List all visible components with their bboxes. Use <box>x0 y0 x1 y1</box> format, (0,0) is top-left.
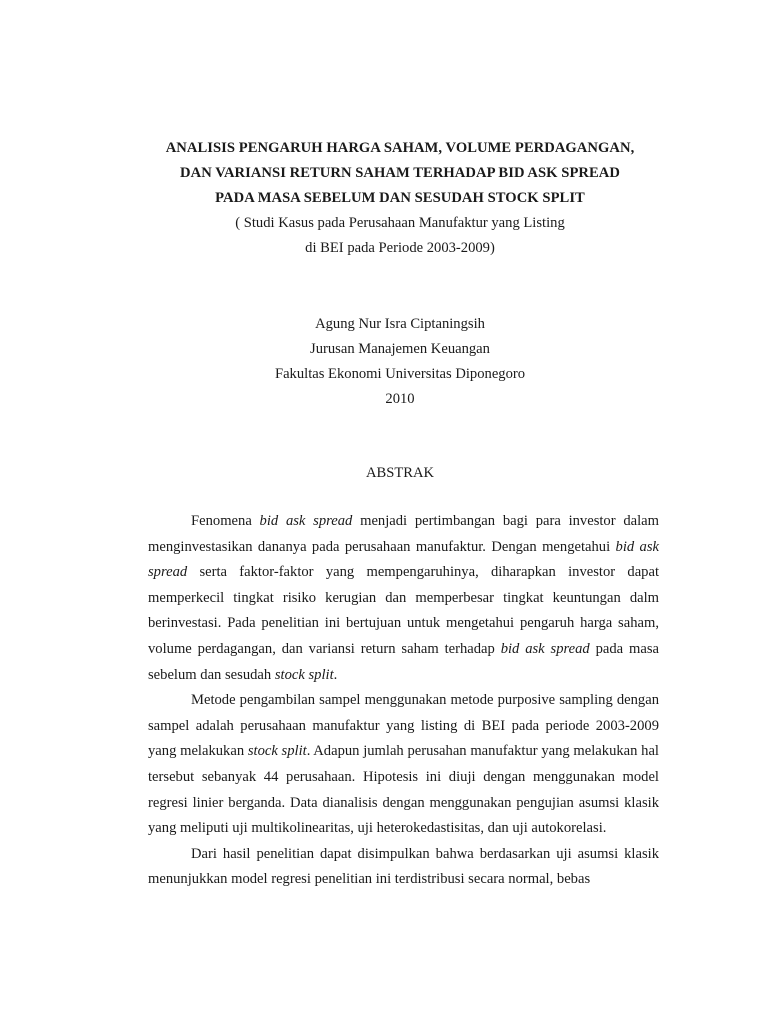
italic-term: stock split <box>274 666 334 683</box>
italic-term: bid ask spread <box>148 538 659 581</box>
text-run: Dari hasil penelitian dapat disimpulkan bahwa berdasarkan uji asumsi klasik menunjukkan model regresi penelitian ini terdistribusi secara normal, bebas <box>148 845 659 888</box>
title-line-3: PADA MASA SEBELUM DAN SESUDAH STOCK SPLIT <box>215 190 585 206</box>
text-run: serta faktor-faktor yang mempengaruhinya, diharapkan investor dapat memperkecil tingkat risiko kerugian dan memperbesar tingkat keuntungan dalm berinvestasi. Pada penelitian ini bertujuan untuk mengetahui pengaruh harga saham, volume perdagangan, dan variansi return saham terhadap <box>148 564 659 657</box>
italic-term: bid ask spread <box>500 640 590 657</box>
author-faculty: Fakultas Ekonomi Universitas Diponegoro <box>274 366 526 382</box>
title-line-1: ANALISIS PENGARUH HARGA SAHAM, VOLUME PERDAGANGAN, <box>165 140 635 156</box>
abstract-body <box>148 509 659 893</box>
author-department: Jurusan Manajemen Keuangan <box>310 341 490 357</box>
author-block <box>100 312 700 412</box>
text-run: pada masa sebelum dan sesudah <box>148 640 659 683</box>
italic-term: stock split <box>247 743 307 760</box>
text-run: Fenomena <box>191 513 260 529</box>
publication-year: 2010 <box>385 391 415 407</box>
abstract-heading: ABSTRAK <box>365 465 435 481</box>
abstract-paragraph-1 <box>148 509 659 688</box>
author-name: Agung Nur Isra Ciptaningsih <box>315 316 485 332</box>
subtitle-line-2: di BEI pada Periode 2003-2009) <box>305 240 495 256</box>
title-line-2: DAN VARIANSI RETURN SAHAM TERHADAP BID ASK SPREAD <box>180 165 620 181</box>
text-run: . Adapun jumlah perusahan manufaktur yang melakukan hal tersebut sebanyak 44 perusahaan. Hipotesis ini diuji dengan menggunakan model regresi linier berganda. Data dianalisis dengan menggunakan pengujian asumsi klasik yang meliputi uji multikolinearitas, uji heterokedastisitas, dan uji autokorelasi. <box>148 743 659 837</box>
text-run: Metode pengambilan sampel menggunakan metode purposive sampling dengan sampel adalah perusahaan manufaktur yang listing di BEI pada periode 2003-2009 yang melakukan <box>148 692 659 760</box>
title-block <box>100 136 700 261</box>
abstract-paragraph-3 <box>148 842 659 893</box>
text-run: . <box>333 666 338 683</box>
italic-term: bid ask spread <box>259 513 353 529</box>
subtitle-line-1: ( Studi Kasus pada Perusahaan Manufaktur yang Listing <box>235 215 565 231</box>
text-run: menjadi pertimbangan bagi para investor dalam menginvestasikan dananya pada perusahaan manufaktur. Dengan mengetahui <box>148 513 659 555</box>
abstract-paragraph-2 <box>148 688 659 842</box>
